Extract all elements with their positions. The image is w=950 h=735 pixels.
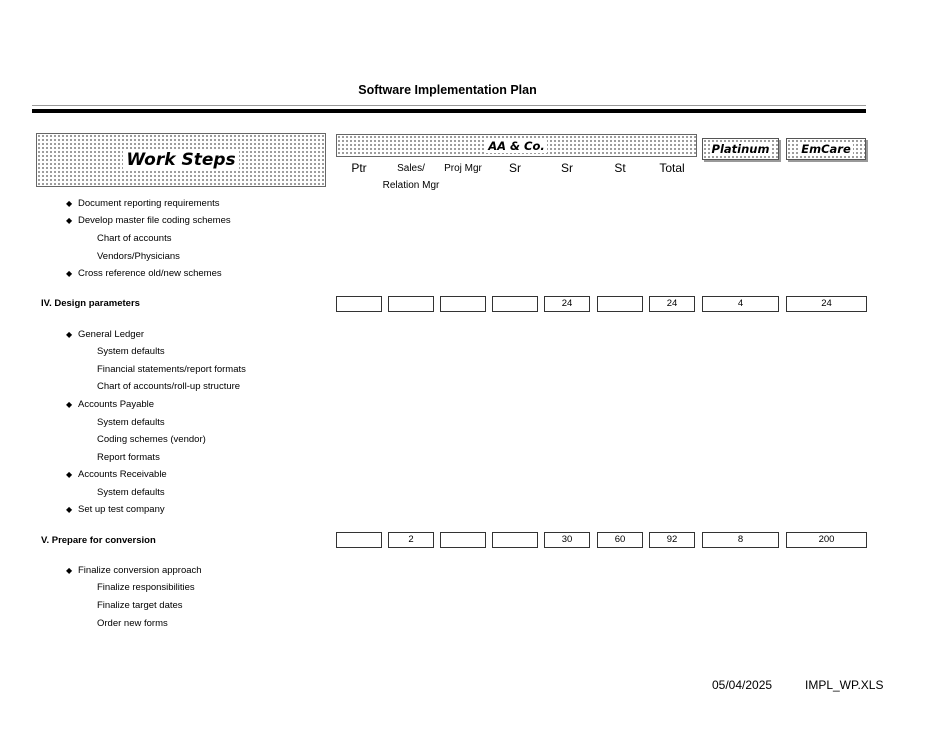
list-subitem: Financial statements/report formats [97,364,246,375]
work-steps-header [36,133,326,187]
diamond-bullet-icon: ◆ [66,400,73,409]
list-item: ◆ Accounts Payable [66,399,155,410]
platinum-label: Platinum [711,142,770,156]
list-item: ◆ Finalize conversion approach [66,565,202,576]
title-divider-thin [32,105,866,106]
list-item: ◆ Develop master file coding schemes [66,215,231,226]
list-subitem: System defaults [97,346,165,357]
list-item: ◆ Document reporting requirements [66,198,220,209]
emcare-label: EmCare [801,142,851,156]
section-v-st-cell[interactable]: 60 [597,532,643,548]
col-ptr: Ptr [351,161,367,175]
section-iv-emcare-cell[interactable]: 24 [786,296,867,312]
section-v-heading: V. Prepare for conversion [41,535,156,546]
section-iv-heading: IV. Design parameters [41,298,140,309]
list-subitem: Coding schemes (vendor) [97,434,206,445]
title-divider-thick [32,109,866,113]
diamond-bullet-icon: ◆ [66,505,73,514]
col-sr-1: Sr [509,161,521,175]
list-subitem: Chart of accounts/roll-up structure [97,381,241,392]
section-iv-sr2-cell[interactable]: 24 [544,296,590,312]
firm-label: AA & Co. [488,139,545,153]
footer-filename: IMPL_WP.XLS [805,678,884,692]
list-subitem: System defaults [97,417,165,428]
section-v-ptr-cell[interactable] [336,532,382,548]
work-steps-label: Work Steps [123,150,238,170]
section-iv-total-cell[interactable]: 24 [649,296,695,312]
diamond-bullet-icon: ◆ [66,470,73,479]
diamond-bullet-icon: ◆ [66,199,73,208]
list-subitem: Order new forms [97,618,168,629]
section-v-total-cell[interactable]: 92 [649,532,695,548]
section-v-sr1-cell[interactable] [492,532,538,548]
list-subitem: Finalize responsibilities [97,582,195,593]
col-sales-sub: Relation Mgr [382,180,440,191]
section-iv-platinum-cell[interactable]: 4 [702,296,779,312]
section-iv-ptr-cell[interactable] [336,296,382,312]
diamond-bullet-icon: ◆ [66,566,73,575]
list-item: ◆ General Ledger [66,329,145,340]
section-iv-st-cell[interactable] [597,296,643,312]
section-v-platinum-cell[interactable]: 8 [702,532,779,548]
page-title: Software Implementation Plan [358,83,537,97]
section-iv-sr1-cell[interactable] [492,296,538,312]
footer-date: 05/04/2025 [712,678,773,692]
diamond-bullet-icon: ◆ [66,216,73,225]
col-proj-mgr: Proj Mgr [444,163,482,174]
list-subitem: Chart of accounts [97,233,172,244]
col-sales: Sales/ [397,163,425,174]
firm-header [336,134,697,157]
section-v-sales-cell[interactable]: 2 [388,532,434,548]
list-item: ◆ Accounts Receivable [66,469,167,480]
diamond-bullet-icon: ◆ [66,269,73,278]
section-iv-sales-cell[interactable] [388,296,434,312]
col-sr-2: Sr [561,161,573,175]
list-subitem: System defaults [97,487,165,498]
section-v-projmgr-cell[interactable] [440,532,486,548]
section-v-emcare-cell[interactable]: 200 [786,532,867,548]
list-subitem: Finalize target dates [97,600,183,611]
diamond-bullet-icon: ◆ [66,330,73,339]
list-item: ◆ Set up test company [66,504,165,515]
platinum-header [702,138,779,160]
list-subitem: Report formats [97,452,160,463]
section-v-sr2-cell[interactable]: 30 [544,532,590,548]
list-item: ◆ Cross reference old/new schemes [66,268,222,279]
emcare-header [786,138,866,160]
section-iv-projmgr-cell[interactable] [440,296,486,312]
list-subitem: Vendors/Physicians [97,251,180,262]
col-st: St [614,161,626,175]
col-total: Total [659,161,685,175]
